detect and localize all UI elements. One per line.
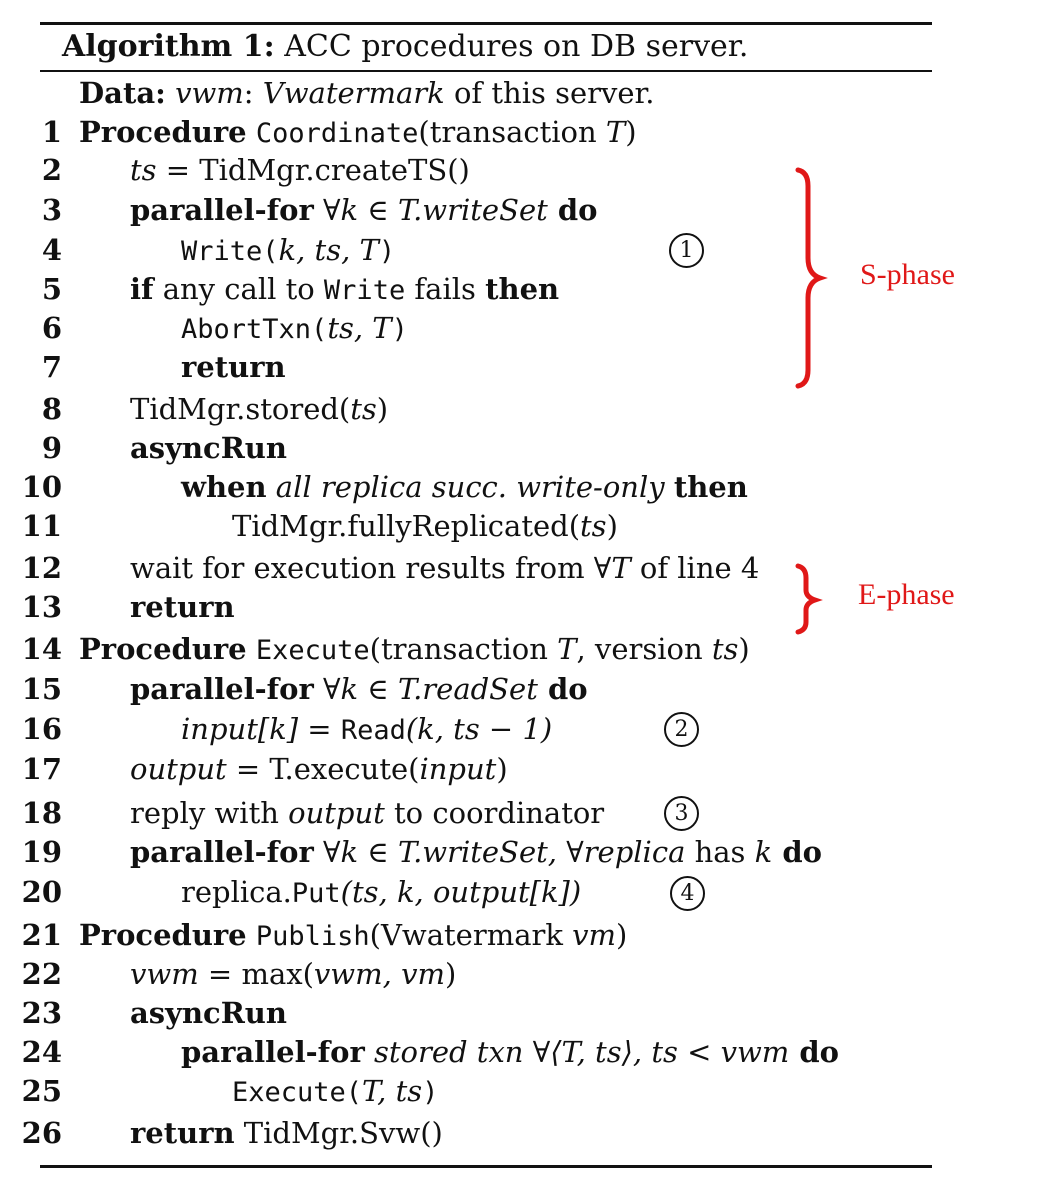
var: ts — [580, 509, 607, 543]
keyword: asyncRun — [130, 996, 287, 1030]
var: T — [611, 551, 631, 585]
s-phase-brace — [798, 170, 820, 386]
function-name: Execute( — [232, 1077, 363, 1108]
set-expr: T.writeSet — [398, 193, 548, 227]
keyword: Procedure — [79, 115, 247, 149]
args: ts, T — [327, 311, 392, 345]
stmt-text: ∀ — [313, 835, 341, 869]
line-number: 24 — [21, 1035, 62, 1069]
stmt-text: ∈ — [358, 193, 398, 227]
s-phase-label: S-phase — [860, 258, 955, 291]
line-number: 25 — [21, 1074, 62, 1108]
line-number: 9 — [41, 431, 62, 465]
var: k — [340, 835, 359, 869]
paren: ) — [606, 509, 618, 543]
stmt-text: fails — [405, 272, 486, 306]
line-number: 14 — [21, 632, 62, 666]
var: output — [288, 796, 385, 830]
args: T, ts — [362, 1074, 423, 1108]
set-expr: T.readSet — [398, 672, 538, 706]
data-colon: : — [243, 76, 254, 110]
arg-text: (Vwatermark — [369, 918, 573, 952]
var: vwm — [130, 957, 199, 991]
keyword: return — [130, 1116, 235, 1150]
arg-text: (transaction — [369, 632, 558, 666]
paren: ) — [376, 392, 389, 426]
stmt-text: any call to — [153, 272, 324, 306]
step-marker-2: 2 — [664, 712, 699, 747]
line-number: 4 — [41, 233, 62, 267]
var: T — [557, 632, 577, 666]
keyword: parallel-for — [130, 193, 314, 227]
caption-text: ACC procedures on DB server. — [284, 29, 749, 64]
data-rest: of this server. — [453, 76, 655, 110]
function-name: Put — [291, 878, 341, 909]
var: input[k] — [181, 712, 299, 746]
var: k — [340, 193, 359, 227]
var: k — [754, 835, 773, 869]
keyword: asyncRun — [130, 431, 287, 465]
line-number: 20 — [21, 875, 62, 909]
line-number: 8 — [41, 392, 62, 426]
stmt-text: of line 4 — [630, 551, 760, 585]
data-var: vwm — [175, 76, 244, 110]
stmt-text: has — [685, 835, 755, 869]
condition: all replica succ. write-only — [266, 470, 674, 504]
line-number: 17 — [21, 752, 62, 786]
procedure-name: Execute — [255, 635, 370, 666]
arg-text: , version — [576, 632, 712, 666]
function-name: Write — [323, 275, 406, 306]
step-marker-4: 4 — [670, 876, 705, 911]
stmt-text: reply with — [130, 796, 289, 830]
stmt-text: to coordinator — [384, 796, 605, 830]
stmt-text: = max( — [198, 957, 314, 991]
var: T — [605, 115, 626, 149]
set-expr: T.writeSet, ∀replica — [398, 835, 686, 869]
stmt-text: ∈ — [358, 835, 398, 869]
caption-label: Algorithm 1: — [62, 29, 275, 64]
line-number: 13 — [21, 590, 62, 624]
bottom-rule — [40, 1165, 932, 1168]
keyword: do — [772, 835, 822, 869]
step-marker-3: 3 — [664, 796, 699, 831]
function-name: Write( — [181, 236, 279, 267]
paren: ) — [738, 632, 750, 666]
keyword: do — [537, 672, 588, 706]
keyword: parallel-for — [130, 672, 314, 706]
var: ts — [711, 632, 739, 666]
line-number: 6 — [41, 311, 62, 345]
paren: ) — [422, 1077, 439, 1108]
stmt-text: wait for execution results from ∀ — [130, 551, 612, 585]
stmt-text: = — [298, 712, 341, 746]
line-number: 22 — [21, 957, 62, 991]
data-label: Data: — [79, 76, 166, 110]
stmt-text: ∈ — [358, 672, 398, 706]
var: k — [340, 672, 359, 706]
keyword: return — [181, 350, 286, 384]
line-number: 10 — [21, 470, 62, 504]
keyword: parallel-for — [130, 835, 314, 869]
stmt-text: TidMgr.fullyReplicated( — [232, 509, 581, 543]
args: (k, ts − 1) — [405, 712, 553, 746]
stmt-text: = TidMgr.createTS() — [156, 153, 470, 187]
e-phase-label: E-phase — [858, 578, 955, 611]
stmt-text: ∀ — [313, 672, 341, 706]
keyword: then — [673, 470, 748, 504]
paren: ) — [444, 957, 457, 991]
args: k, ts, T — [278, 233, 379, 267]
line-number: 26 — [21, 1116, 62, 1150]
keyword: do — [789, 1035, 840, 1069]
step-marker-1: 1 — [669, 233, 704, 268]
keyword: return — [130, 590, 235, 624]
e-phase-brace — [798, 566, 815, 632]
line-number: 18 — [21, 796, 62, 830]
paren: ) — [496, 752, 508, 786]
line-number: 19 — [21, 835, 62, 869]
paren: ) — [625, 115, 637, 149]
var: input — [419, 752, 497, 786]
args: vwm, vm — [313, 957, 445, 991]
keyword: when — [181, 470, 267, 504]
keyword: if — [130, 272, 154, 306]
paren: ) — [391, 314, 408, 345]
var: output — [130, 752, 227, 786]
line-number: 2 — [41, 153, 62, 187]
keyword: do — [547, 193, 598, 227]
var: vm — [572, 918, 617, 952]
paren: ) — [616, 918, 628, 952]
keyword: Procedure — [79, 632, 247, 666]
stmt-text: ∀ — [313, 193, 341, 227]
function-name: Read — [340, 715, 406, 746]
line-number: 21 — [21, 918, 62, 952]
line-number: 7 — [41, 350, 62, 384]
function-name: AbortTxn( — [181, 314, 328, 345]
stmt-text: TidMgr.Svw() — [234, 1116, 443, 1150]
keyword: then — [485, 272, 560, 306]
line-number: 16 — [21, 712, 62, 746]
line-number: 11 — [21, 509, 62, 543]
arg-text: (transaction — [418, 115, 606, 149]
paren: ) — [378, 236, 396, 267]
args: (ts, k, output[k]) — [340, 875, 582, 909]
condition: stored txn ∀⟨T, ts⟩, ts < vwm — [364, 1035, 790, 1069]
line-number: 5 — [41, 272, 62, 306]
line-number: 12 — [21, 551, 62, 585]
stmt-text: TidMgr.stored( — [130, 392, 351, 426]
stmt-text: = T.execute( — [226, 752, 420, 786]
line-number: 3 — [41, 193, 62, 227]
line-number: 1 — [41, 115, 62, 149]
var: ts — [130, 153, 157, 187]
procedure-name: Coordinate — [255, 118, 419, 149]
keyword: parallel-for — [181, 1035, 365, 1069]
line-number: 15 — [21, 672, 62, 706]
line-number: 23 — [21, 996, 62, 1030]
stmt-text: replica. — [181, 875, 292, 909]
procedure-name: Publish — [255, 921, 370, 952]
var: ts — [350, 392, 377, 426]
data-desc: Vwatermark — [262, 76, 445, 110]
keyword: Procedure — [79, 918, 247, 952]
